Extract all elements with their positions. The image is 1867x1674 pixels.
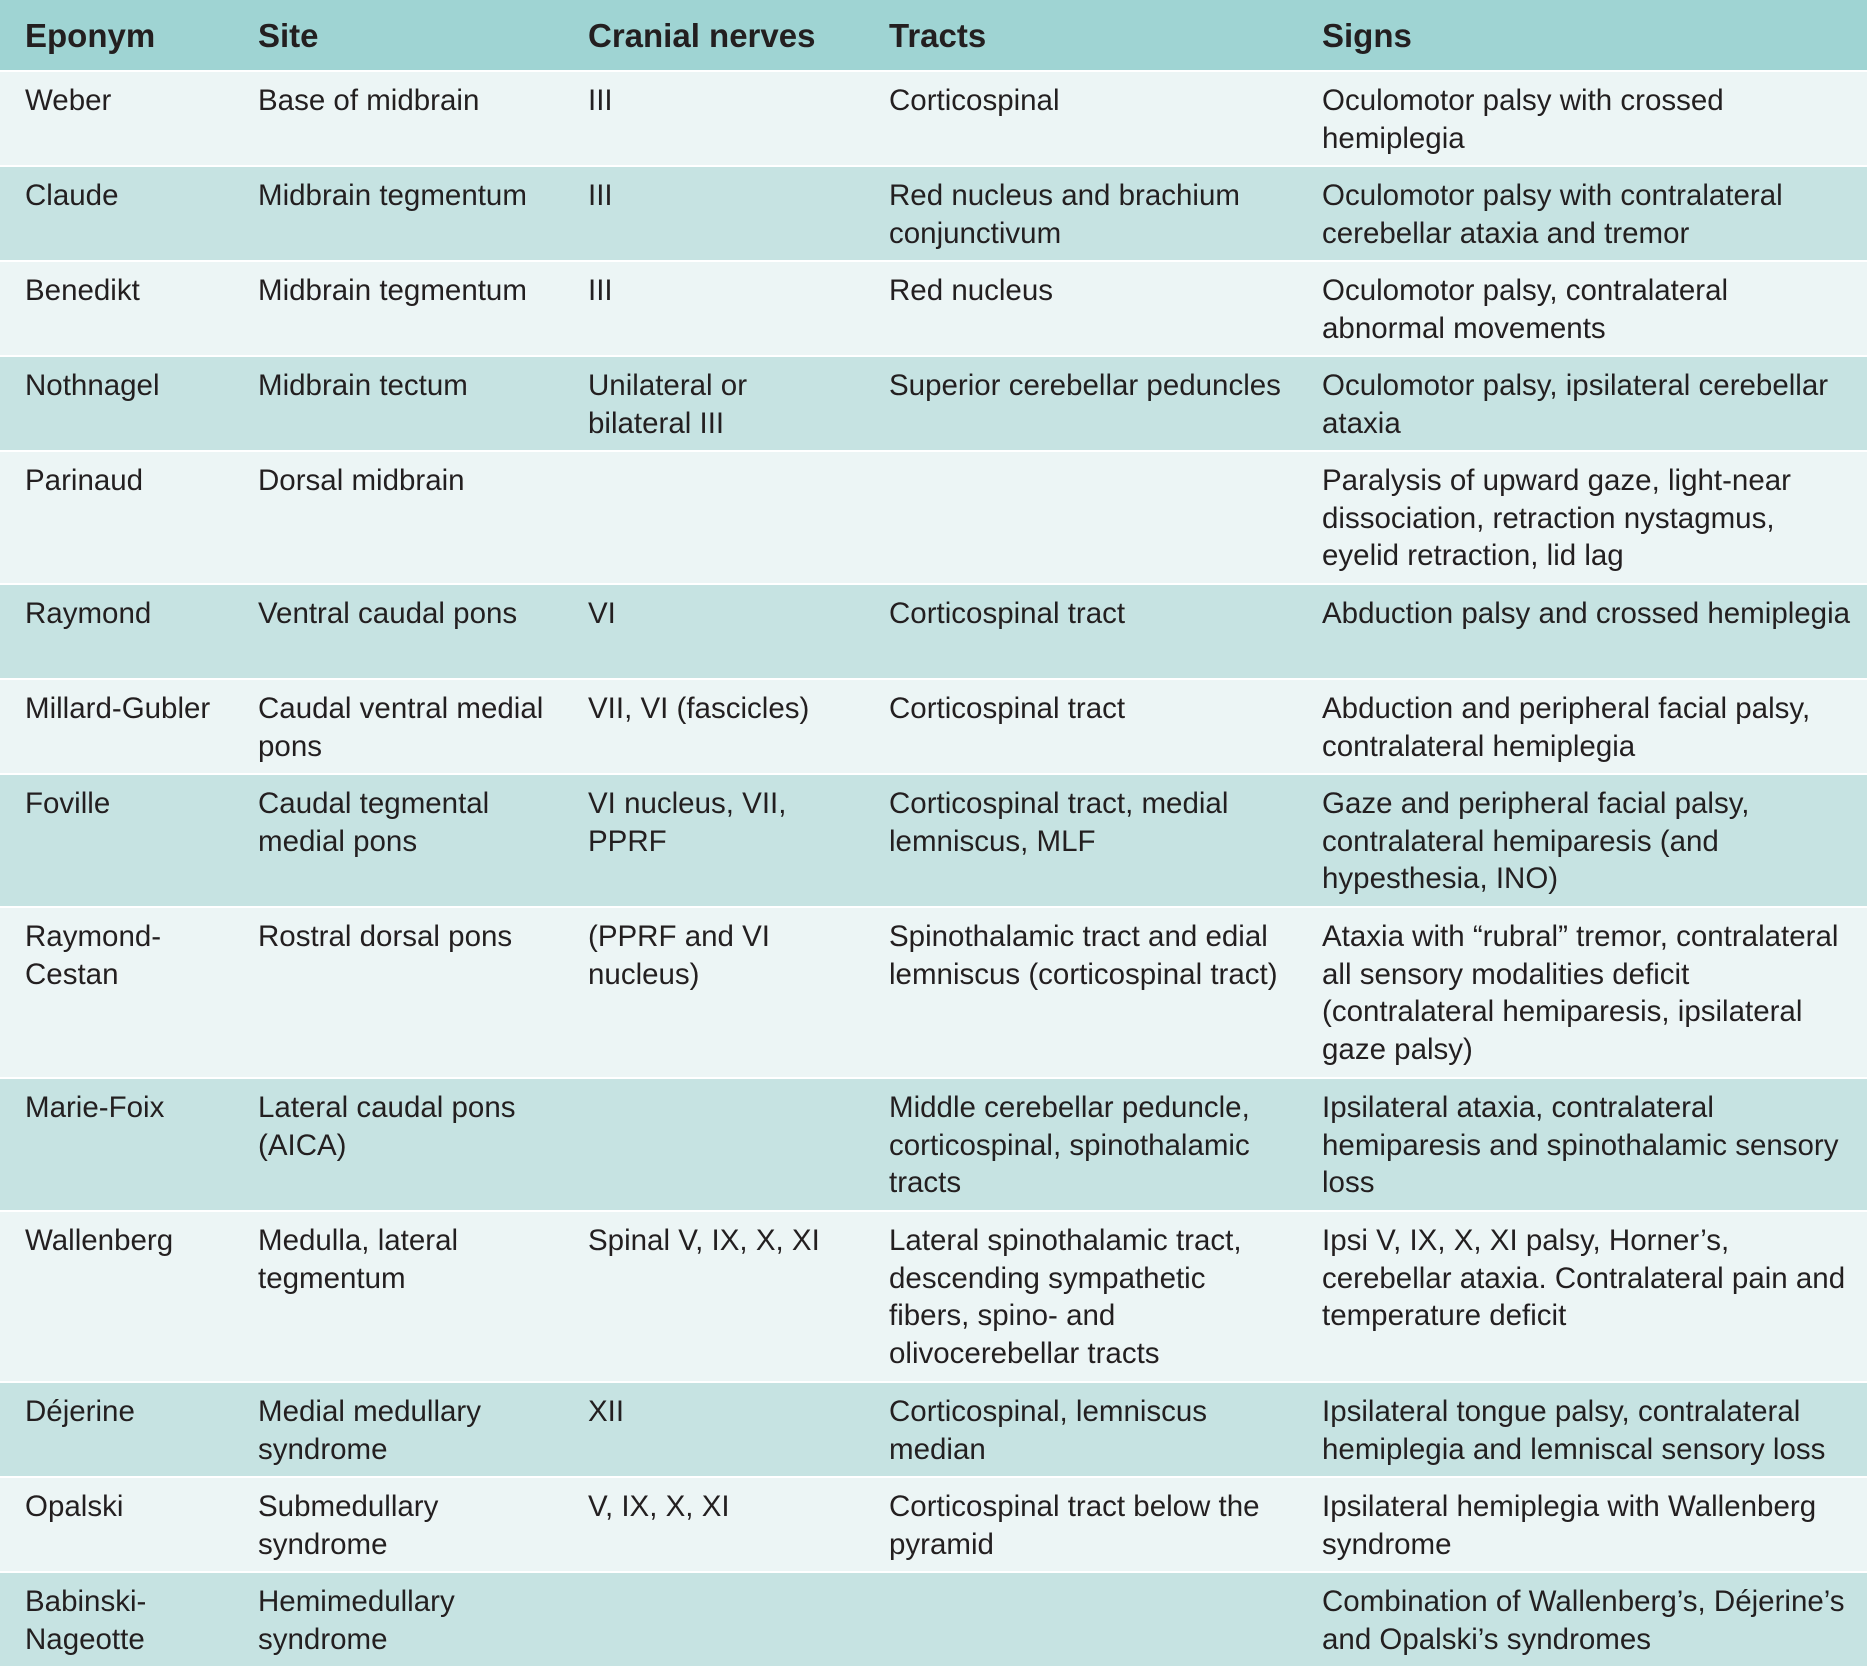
tracts-cell: Corticospinal tract — [864, 584, 1297, 679]
site-cell: Medulla, lateral tegmentum — [233, 1211, 563, 1382]
table-row — [0, 1078, 1867, 1211]
cranial-nerves-cell — [563, 1078, 864, 1211]
cranial-nerves-cell: VII, VI (fascicles) — [563, 679, 864, 774]
signs-cell: Oculomotor palsy, contralateral abnormal movements — [1297, 261, 1867, 356]
table-row — [0, 166, 1867, 261]
cranial-nerves-cell: V, IX, X, XI — [563, 1477, 864, 1572]
cranial-nerves-cell: (PPRF and VI nucleus) — [563, 907, 864, 1078]
column-header-eponym: Eponym — [0, 0, 233, 71]
tracts-cell: Middle cerebellar peduncle, corticospinal, spinothalamic tracts — [864, 1078, 1297, 1211]
tracts-cell: Lateral spinothalamic tract, descending sympathetic fibers, spino- and olivocerebellar tracts — [864, 1211, 1297, 1382]
site-cell: Rostral dorsal pons — [233, 907, 563, 1078]
tracts-cell: Corticospinal tract below the pyramid — [864, 1477, 1297, 1572]
eponym-cell: Marie-Foix — [0, 1078, 233, 1211]
site-cell: Ventral caudal pons — [233, 584, 563, 679]
table-row — [0, 451, 1867, 584]
eponym-cell: Raymond-Cestan — [0, 907, 233, 1078]
table-row — [0, 1572, 1867, 1667]
eponym-cell: Babinski-Nageotte — [0, 1572, 233, 1667]
eponym-cell: Benedikt — [0, 261, 233, 356]
site-cell: Caudal ventral medial pons — [233, 679, 563, 774]
eponym-cell: Opalski — [0, 1477, 233, 1572]
site-cell: Hemimedullary syndrome — [233, 1572, 563, 1667]
signs-cell: Abduction palsy and crossed hemiplegia — [1297, 584, 1867, 679]
tracts-cell: Corticospinal — [864, 71, 1297, 166]
signs-cell: Ipsi V, IX, X, XI palsy, Horner’s, cerebellar ataxia. Contralateral pain and temperature deficit — [1297, 1211, 1867, 1382]
tracts-cell — [864, 451, 1297, 584]
tracts-cell: Superior cerebellar peduncles — [864, 356, 1297, 451]
site-cell: Dorsal midbrain — [233, 451, 563, 584]
site-cell: Lateral caudal pons (AICA) — [233, 1078, 563, 1211]
site-cell: Midbrain tegmentum — [233, 261, 563, 356]
signs-cell: Ipsilateral hemiplegia with Wallenberg syndrome — [1297, 1477, 1867, 1572]
tracts-cell: Corticospinal tract — [864, 679, 1297, 774]
table-row — [0, 584, 1867, 679]
signs-cell: Paralysis of upward gaze, light-near dissociation, retraction nystagmus, eyelid retraction, lid lag — [1297, 451, 1867, 584]
table-row — [0, 1477, 1867, 1572]
table-row — [0, 1211, 1867, 1382]
tracts-cell: Spinothalamic tract and edial lemniscus (corticospinal tract) — [864, 907, 1297, 1078]
cranial-nerves-cell: XII — [563, 1382, 864, 1477]
eponym-cell: Raymond — [0, 584, 233, 679]
eponym-cell: Weber — [0, 71, 233, 166]
table-row — [0, 261, 1867, 356]
tracts-cell: Red nucleus and brachium conjunctivum — [864, 166, 1297, 261]
tracts-cell: Red nucleus — [864, 261, 1297, 356]
site-cell: Medial medullary syndrome — [233, 1382, 563, 1477]
cranial-nerves-cell: VI — [563, 584, 864, 679]
signs-cell: Ipsilateral tongue palsy, contralateral hemiplegia and lemniscal sensory loss — [1297, 1382, 1867, 1477]
signs-cell: Combination of Wallenberg’s, Déjerine’s and Opalski’s syndromes — [1297, 1572, 1867, 1667]
cranial-nerves-cell: III — [563, 261, 864, 356]
cranial-nerves-cell: Spinal V, IX, X, XI — [563, 1211, 864, 1382]
header-row — [0, 0, 1867, 71]
signs-cell: Gaze and peripheral facial palsy, contralateral hemiparesis (and hypesthesia, INO) — [1297, 774, 1867, 907]
signs-cell: Abduction and peripheral facial palsy, contralateral hemiplegia — [1297, 679, 1867, 774]
eponym-cell: Foville — [0, 774, 233, 907]
site-cell: Caudal tegmental medial pons — [233, 774, 563, 907]
eponym-cell: Claude — [0, 166, 233, 261]
signs-cell: Oculomotor palsy with contralateral cerebellar ataxia and tremor — [1297, 166, 1867, 261]
table-row — [0, 907, 1867, 1078]
signs-cell: Ipsilateral ataxia, contralateral hemiparesis and spinothalamic sensory loss — [1297, 1078, 1867, 1211]
signs-cell: Oculomotor palsy with crossed hemiplegia — [1297, 71, 1867, 166]
cranial-nerves-cell: VI nucleus, VII, PPRF — [563, 774, 864, 907]
signs-cell: Oculomotor palsy, ipsilateral cerebellar ataxia — [1297, 356, 1867, 451]
tracts-cell: Corticospinal tract, medial lemniscus, MLF — [864, 774, 1297, 907]
eponym-cell: Parinaud — [0, 451, 233, 584]
eponym-cell: Déjerine — [0, 1382, 233, 1477]
column-header-signs: Signs — [1297, 0, 1867, 71]
table-row — [0, 774, 1867, 907]
cranial-nerves-cell: III — [563, 166, 864, 261]
signs-cell: Ataxia with “rubral” tremor, contralateral all sensory modalities deficit (contralateral hemiparesis, ipsilateral gaze palsy) — [1297, 907, 1867, 1078]
tracts-cell: Corticospinal, lemniscus median — [864, 1382, 1297, 1477]
cranial-nerves-cell — [563, 451, 864, 584]
cranial-nerves-cell: III — [563, 71, 864, 166]
tracts-cell — [864, 1572, 1297, 1667]
table-row — [0, 679, 1867, 774]
site-cell: Base of midbrain — [233, 71, 563, 166]
table-row — [0, 71, 1867, 166]
eponym-cell: Wallenberg — [0, 1211, 233, 1382]
table-row — [0, 1382, 1867, 1477]
site-cell: Midbrain tectum — [233, 356, 563, 451]
column-header-site: Site — [233, 0, 563, 71]
table-row — [0, 356, 1867, 451]
cranial-nerves-cell: Unilateral or bilateral III — [563, 356, 864, 451]
eponym-cell: Nothnagel — [0, 356, 233, 451]
site-cell: Midbrain tegmentum — [233, 166, 563, 261]
cranial-nerves-cell — [563, 1572, 864, 1667]
column-header-cranial-nerves: Cranial nerves — [563, 0, 864, 71]
site-cell: Submedullary syndrome — [233, 1477, 563, 1572]
column-header-tracts: Tracts — [864, 0, 1297, 71]
eponym-cell: Millard-Gubler — [0, 679, 233, 774]
